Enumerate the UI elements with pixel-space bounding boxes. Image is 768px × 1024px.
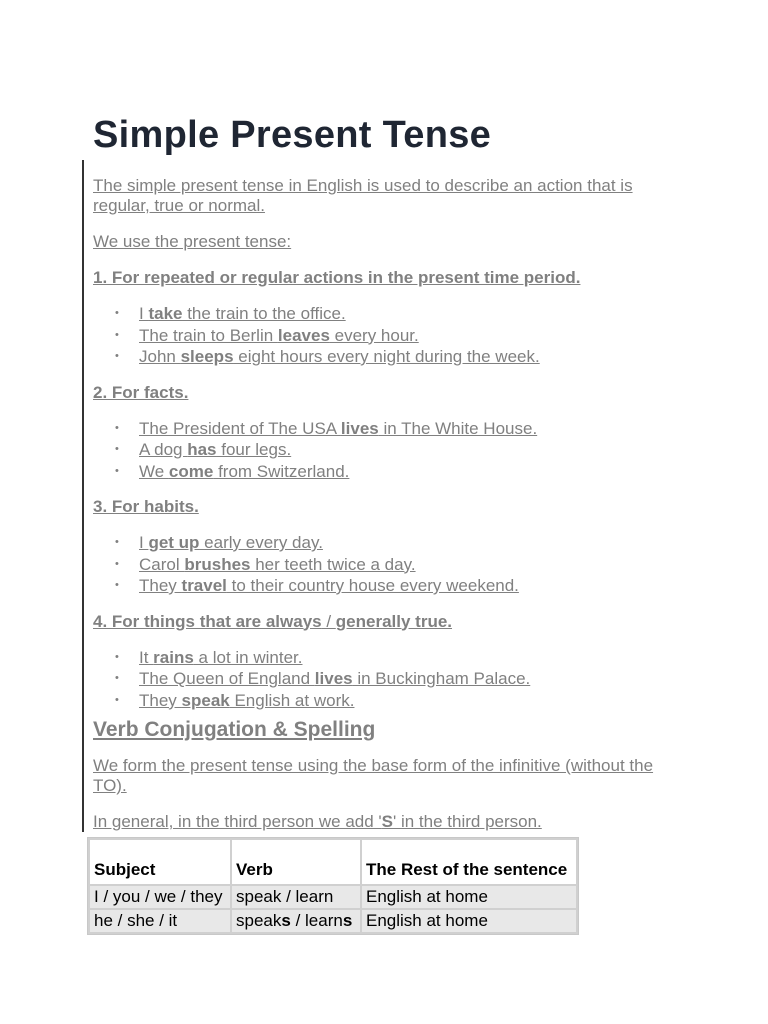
example-list — [93, 418, 683, 483]
item-verb: lives — [340, 418, 379, 438]
section-heading — [93, 612, 683, 632]
section-heading: 3. For habits. — [93, 497, 199, 516]
item-post: to their country house every weekend. — [226, 576, 519, 595]
list-item — [93, 439, 683, 461]
item-post: every hour. — [329, 325, 419, 345]
section-heading: 2. For facts. — [93, 382, 189, 402]
table-header-row — [90, 840, 576, 884]
list-item — [93, 325, 683, 347]
document-body — [93, 176, 683, 832]
item-verb: speak — [181, 690, 230, 710]
bullet-icon: • — [115, 307, 119, 319]
item-verb: leaves — [277, 325, 330, 345]
form-paragraph: We form the present tense using the base form of the infinitive (without the TO). — [93, 756, 654, 795]
list-item — [93, 668, 683, 690]
item-post: a lot in winter. — [193, 647, 303, 667]
bullet-icon: • — [115, 350, 119, 362]
item-verb: rains — [153, 647, 194, 667]
cell-subject: I / you / we / they — [90, 886, 230, 908]
item-verb: travel — [181, 576, 227, 595]
section-subheading: Verb Conjugation & Spelling — [93, 718, 376, 741]
section-heading: 1. For repeated or regular actions in the present time period. — [93, 268, 581, 287]
cell-verb — [232, 910, 360, 932]
margin-line — [82, 160, 84, 832]
heading-part: 4. For things that are always — [93, 611, 322, 631]
item-post: four legs. — [216, 440, 292, 459]
item-verb: brushes — [184, 554, 251, 574]
list-item — [93, 690, 683, 712]
third-person-post: ' in the third person. — [393, 812, 542, 831]
item-verb: come — [168, 461, 214, 481]
item-verb: take — [148, 304, 183, 323]
page-title: Simple Present Tense — [93, 114, 492, 156]
item-verb: sleeps — [180, 347, 234, 366]
bullet-icon: • — [115, 421, 119, 434]
item-pre: We — [139, 461, 169, 481]
verb-suffix: s — [281, 911, 291, 930]
item-pre: They — [139, 576, 182, 595]
item-pre: John — [139, 347, 181, 366]
cell-subject: he / she / it — [90, 910, 230, 932]
item-post: from Switzerland. — [213, 461, 350, 481]
heading-part: generally true. — [335, 611, 453, 631]
list-item — [93, 461, 683, 483]
item-pre: The President of The USA — [139, 418, 341, 438]
bullet-icon: • — [115, 579, 119, 591]
list-item — [93, 418, 683, 440]
item-pre: The Queen of England — [139, 669, 315, 688]
bullet-icon: • — [115, 443, 119, 455]
bullet-icon: • — [115, 557, 119, 570]
example-list — [93, 303, 683, 368]
item-post: eight hours every night during the week. — [233, 347, 540, 366]
cell-verb: speak / learn — [232, 886, 360, 908]
item-pre: I — [139, 533, 149, 552]
bullet-icon: • — [115, 464, 119, 477]
column-header-rest: The Rest of the sentence — [362, 840, 576, 884]
item-pre: A dog — [139, 440, 188, 459]
item-pre: The train to Berlin — [139, 325, 278, 345]
example-list — [93, 532, 683, 597]
list-item — [93, 575, 683, 597]
item-pre: I — [139, 304, 149, 323]
column-header-verb: Verb — [232, 840, 360, 884]
item-post: the train to the office. — [182, 304, 346, 323]
item-pre: Carol — [139, 554, 185, 574]
cell-rest: English at home — [362, 910, 576, 932]
heading-separator: / — [321, 611, 336, 631]
column-header-subject: Subject — [90, 840, 230, 884]
item-pre: They — [139, 690, 182, 710]
verb-stem: / learn — [290, 911, 343, 930]
item-verb: get up — [148, 533, 200, 552]
bullet-icon: • — [115, 672, 119, 684]
table-row — [90, 886, 576, 908]
third-person-pre: In general, in the third person we add ' — [93, 812, 382, 831]
list-item — [93, 532, 683, 554]
third-person-paragraph — [93, 812, 683, 832]
verb-stem: speak — [236, 911, 282, 930]
table-row — [90, 910, 576, 932]
uses-intro: We use the present tense: — [93, 232, 292, 251]
cell-rest: English at home — [362, 886, 576, 908]
item-post: in Buckingham Palace. — [352, 669, 531, 688]
bullet-icon: • — [115, 650, 119, 663]
item-post: early every day. — [199, 533, 323, 552]
conjugation-table — [87, 837, 579, 935]
item-post: her teeth twice a day. — [250, 554, 416, 574]
verb-suffix: s — [342, 911, 353, 930]
item-post: English at work. — [229, 690, 355, 710]
example-list — [93, 647, 683, 712]
item-post: in The White House. — [378, 418, 538, 438]
list-item — [93, 303, 683, 325]
list-item — [93, 554, 683, 576]
list-item — [93, 647, 683, 669]
bullet-icon: • — [115, 536, 119, 548]
bullet-icon: • — [115, 328, 119, 341]
intro-paragraph: The simple present tense in English is used to describe an action that is regular, true or normal. — [93, 176, 633, 215]
third-person-bold: S — [381, 812, 393, 831]
item-pre: It — [139, 647, 154, 667]
bullet-icon: • — [115, 693, 119, 706]
list-item — [93, 346, 683, 368]
item-verb: has — [187, 440, 217, 459]
item-verb: lives — [314, 669, 353, 688]
